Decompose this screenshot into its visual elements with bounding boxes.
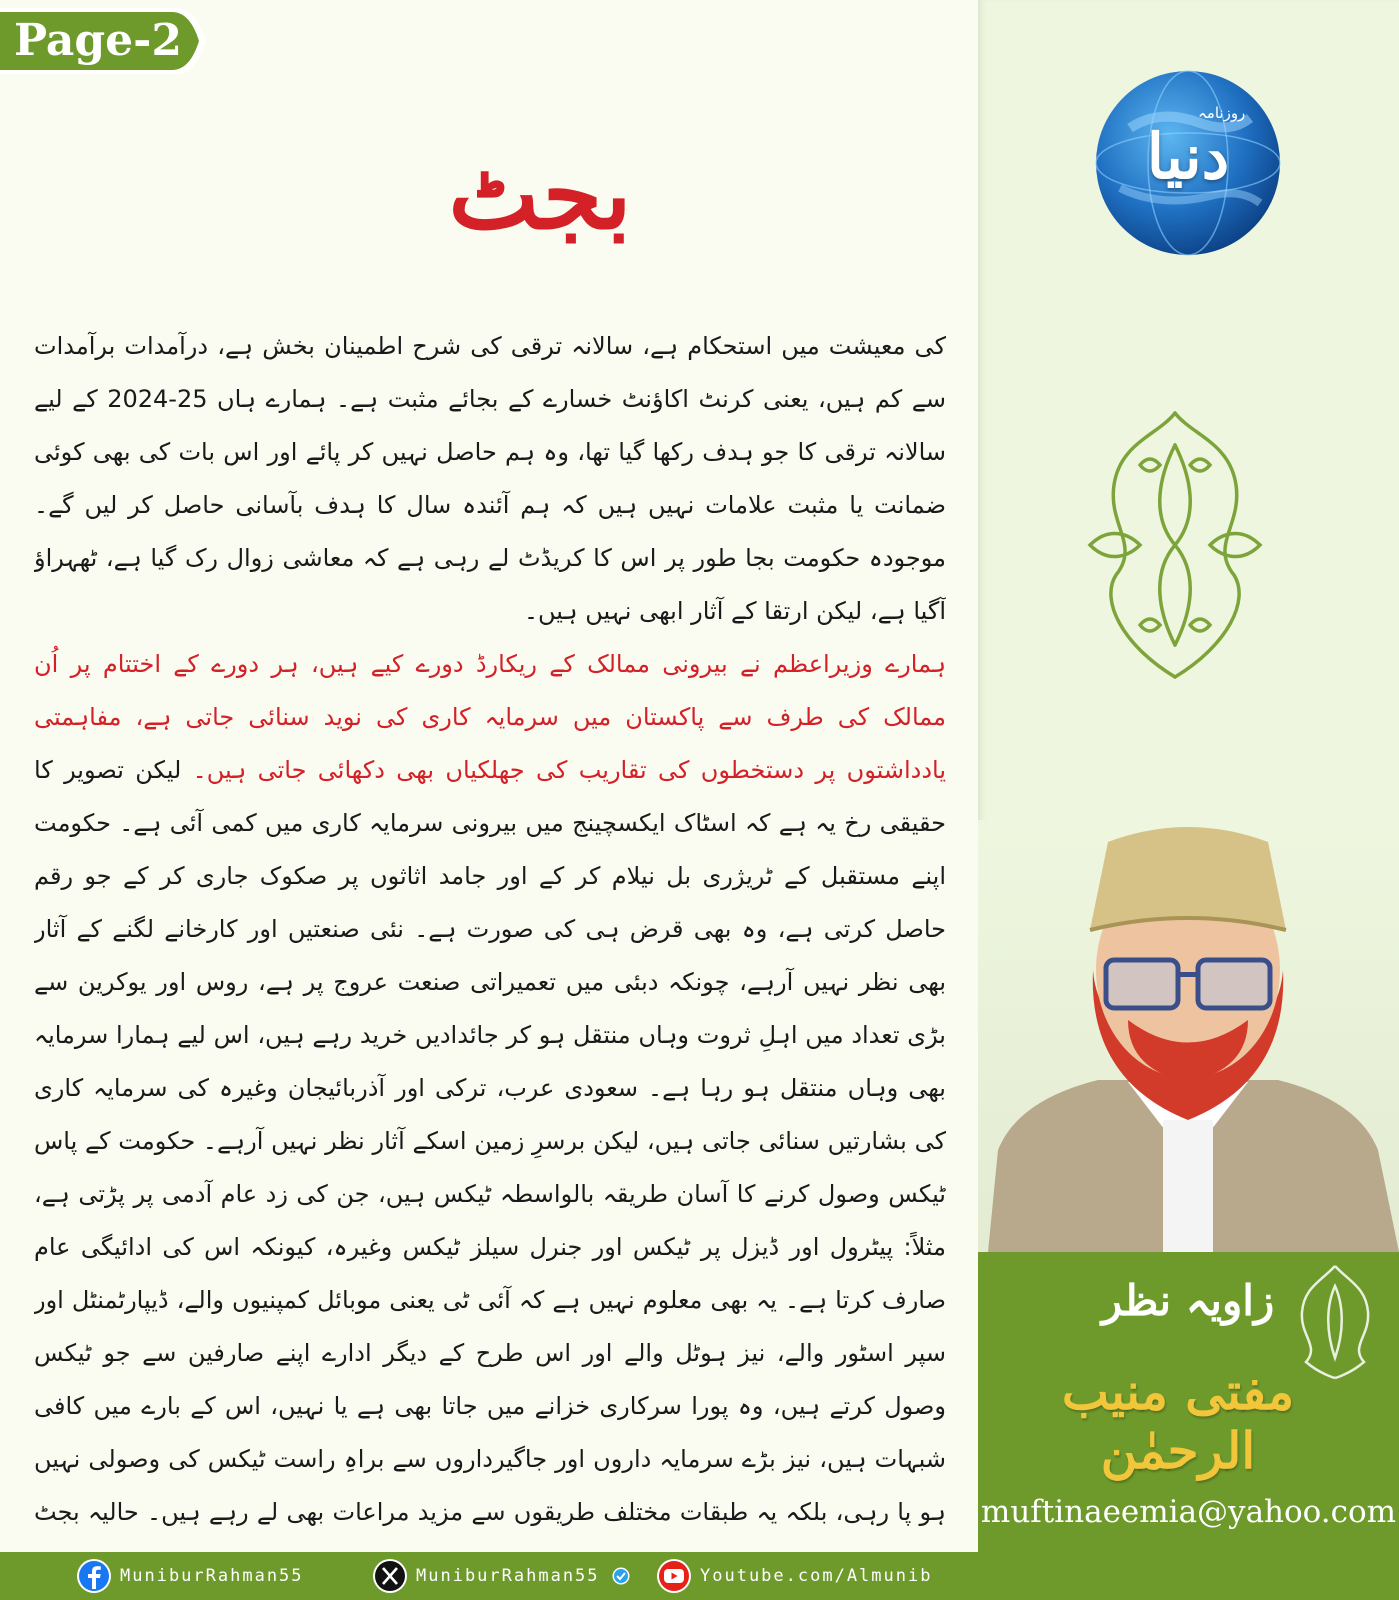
youtube-handle: Youtube.com/Almunib (700, 1566, 933, 1586)
masthead-name: دنیا (1146, 120, 1230, 193)
article-body (34, 320, 946, 1530)
calligraphy-ornament (1070, 405, 1280, 685)
column-label: زاویہ نظر (1101, 1276, 1275, 1325)
page-label: Page-2 (14, 15, 183, 66)
verified-icon (612, 1567, 630, 1585)
paragraph-2 (34, 638, 946, 1530)
paragraph-2-text: لیکن تصویر کا حقیقی رخ یہ ہے کہ اسٹاک ایکسچینج میں بیرونی سرمایہ کاری میں کمی آئی ہے۔ حکومت اپنے مستقبل کے ٹریژری بل نیلام کر کے اور جامد اثاثوں پر صکوک جاری کر کے جو رقم حاصل کرتی ہے، وہ بھی قرض ہی کی صورت ہے۔ نئی صنعتیں اور کارخانے لگنے کے آثار بھی نظر نہیں آرہے، چونکہ دبئی میں تعمیراتی صنعت عروج پر ہے، روس اور یوکرین سے بڑی تعداد میں اہلِ ثروت وہاں منتقل ہو کر جائدادیں خرید رہے ہیں، اس لیے ہمارا سرمایہ بھی وہاں منتقل ہو رہا ہے۔ سعودی عرب، ترکی اور آذربائیجان وغیرہ کی سرمایہ کاری کی بشارتیں سنائی جاتی ہیں، لیکن برسرِ زمین اسکے آثار نظر نہیں آرہے۔ حکومت کے پاس ٹیکس وصول کرنے کا آسان طریقہ بالواسطہ ٹیکس ہیں، جن کی زد عام آدمی پر پڑتی ہے، مثلاً: پیٹرول اور ڈیزل پر ٹیکس اور جنرل سیلز ٹیکس وغیرہ، کیونکہ اس کی ادائیگی عام صارف کرتا ہے۔ یہ بھی معلوم نہیں ہے کہ آئی ٹی یعنی موبائل کمپنیوں والے، ڈیپارٹمنٹل اور سپر اسٹور والے، نیز ہوٹل والے اور اس طرح کے دیگر ادارے اپنے صارفین سے جو ٹیکس وصول کرتے ہیں، وہ پورا سرکاری خزانے میں جاتا بھی ہے یا نہیں، اس کے بارے میں کافی شبہات ہیں، نیز بڑے سرمایہ داروں اور جاگیرداروں سے براہِ راست ٹیکس کی وصولی نہیں ہو پا رہی، بلکہ یہ طبقات مختلف طریقوں سے مزید مراعات بھی لے رہے ہیں۔ حالیہ بجٹ (34, 756, 946, 1526)
masthead-subtitle: روزنامہ (1198, 104, 1246, 122)
facebook-icon (76, 1558, 112, 1594)
author-portrait (978, 820, 1399, 1252)
paragraph-1: کی معیشت میں استحکام ہے، سالانہ ترقی کی شرح اطمینان بخش ہے، درآمدات برآمدات سے کم ہیں، یعنی کرنٹ اکاؤنٹ خسارے کے بجائے مثبت ہے۔ ہمارے ہاں 25-2024 کے لیے سالانہ ترقی کا جو ہدف رکھا گیا تھا، وہ ہم حاصل نہیں کر پائے اور اس بات کی بھی کوئی ضمانت یا مثبت علامات نہیں ہیں کہ ہم آئندہ سال کا ہدف بآسانی حاصل کر لیں گے۔ موجودہ حکومت بجا طور پر اس کا کریڈٹ لے رہی ہے کہ معاشی زوال رک گیا ہے، ٹھہراؤ آگیا ہے، لیکن ارتقا کے آثار ابھی نہیں ہیں۔ (34, 332, 946, 625)
x-icon (372, 1558, 408, 1594)
x-handle: MuniburRahman55 (416, 1566, 600, 1586)
social-footer (0, 1552, 1399, 1600)
facebook-handle: MuniburRahman55 (120, 1566, 304, 1586)
highlight-red-1: ہمارے وزیراعظم نے بیرونی ممالک کے ریکارڈ دورے کیے ہیں، ہر دورے کے اختتام پر اُن ممالک کی طرف سے پاکستان میں سرمایہ کاری کی نوید سنائی جاتی ہے، مفاہمتی یادداشتوں پر دستخطوں کی تقاریب کی جھلکیاں بھی دکھائی جاتی ہیں۔ (34, 650, 946, 784)
portrait-image (978, 820, 1399, 1252)
author-name: مفتی منیب الرحمٰن (1061, 1362, 1295, 1480)
column-info-box (978, 1252, 1399, 1552)
article-title: بجٹ (448, 138, 632, 251)
author-email[interactable]: muftinaeemia@yahoo.com (980, 1494, 1397, 1530)
youtube-icon (656, 1558, 692, 1594)
page-badge (0, 6, 212, 76)
ornament-icon (1070, 405, 1280, 685)
masthead-logo (1090, 68, 1286, 258)
